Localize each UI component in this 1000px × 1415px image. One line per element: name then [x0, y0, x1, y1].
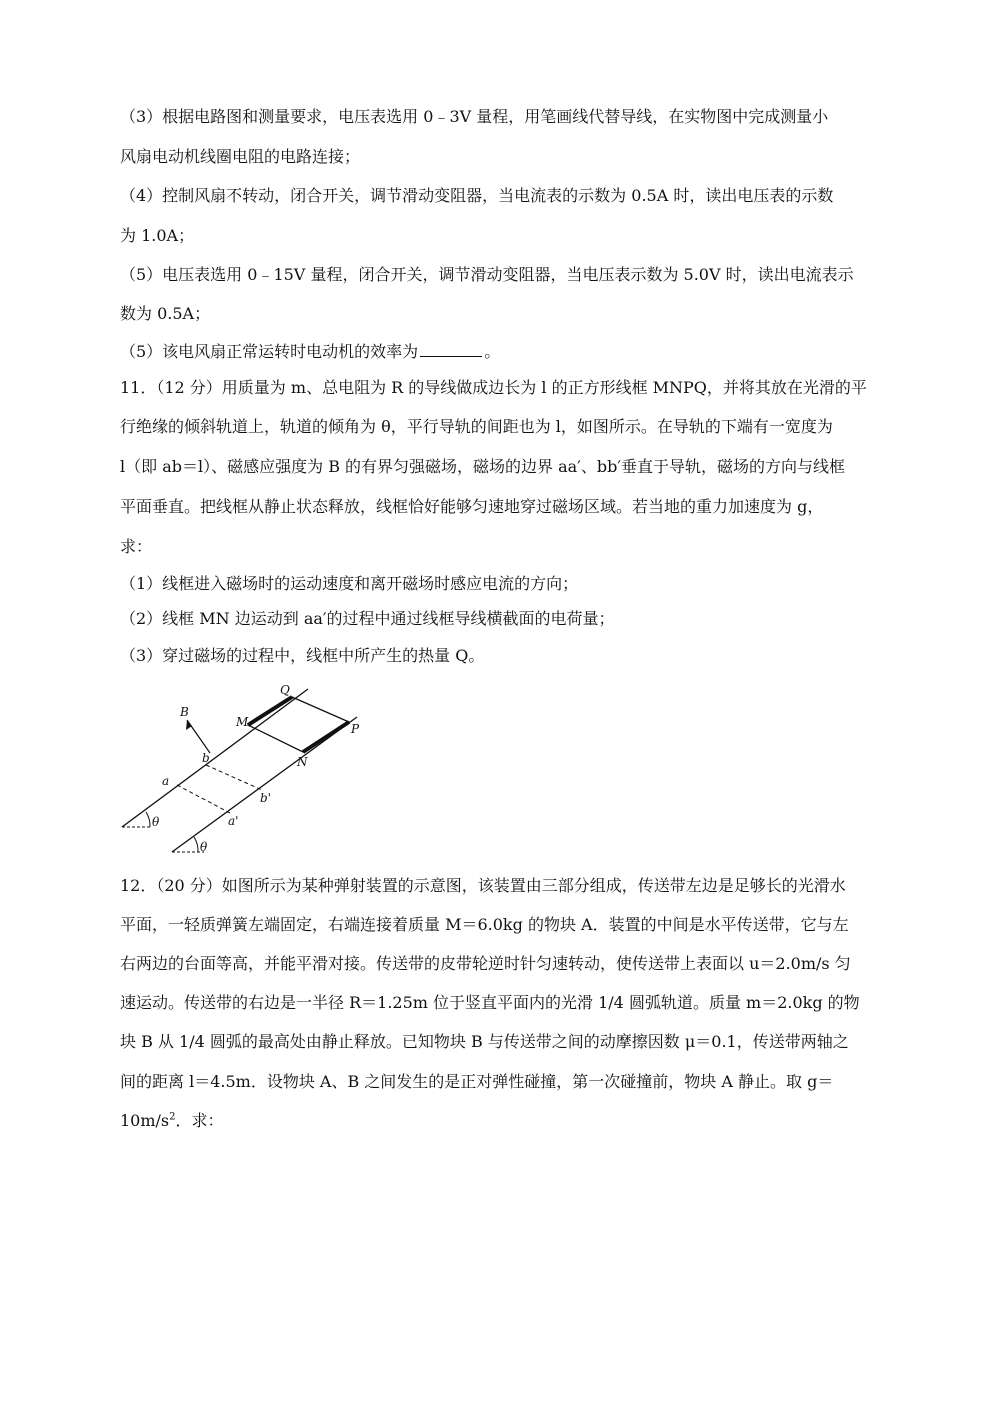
boundary-aa — [177, 785, 230, 813]
q11-sub-2: （2）线框 MN 边运动到 aa′的过程中通过线框导线横截面的电荷量； — [120, 609, 615, 628]
item-4-line-1: （4）控制风扇不转动，闭合开关，调节滑动变阻器，当电流表的示数为 0.5A 时，读出电压表的示数 — [120, 186, 834, 205]
item-3-line-2: 风扇电动机线圈电阻的电路连接； — [120, 147, 361, 166]
item-6-end: 。 — [484, 342, 501, 361]
q12-exponent: 2 — [169, 1111, 176, 1123]
q12-gravity-value: 10m/s — [120, 1111, 170, 1130]
label-q: Q — [280, 683, 290, 697]
frame-mnpq — [248, 697, 349, 752]
label-b-prime: b' — [260, 791, 271, 805]
angle-arc-2 — [194, 837, 198, 852]
item-5-line-2: 数为 0.5A； — [120, 304, 211, 323]
label-b-field: B — [180, 705, 189, 719]
q12-ask: ．求： — [175, 1111, 224, 1130]
label-p: P — [351, 722, 360, 736]
q12-line-7 — [120, 1110, 224, 1132]
q11-sub-1: （1）线框进入磁场时的运动速度和离开磁场时感应电流的方向； — [120, 574, 579, 593]
q11-line-1: 11．（12 分）用质量为 m、总电阻为 R 的导线做成边长为 l 的正方形线框 MNPQ，并将其放在光滑的平 — [120, 378, 867, 397]
b-arrow-head — [186, 720, 192, 730]
boundary-bb — [206, 765, 262, 790]
q11-line-4: 平面垂直。把线框从静止状态释放，线框恰好能够匀速地穿过磁场区域。若当地的重力加速度为 g， — [120, 497, 824, 516]
angle-arc-1 — [146, 812, 150, 827]
item-4-line-2: 为 1.0A； — [120, 226, 195, 245]
label-theta-1: θ — [152, 815, 160, 829]
label-a: a — [162, 774, 170, 788]
frame-side-np — [303, 722, 349, 752]
inclined-rails-figure — [110, 680, 380, 860]
q11-line-3: l（即 ab＝l）、磁感应强度为 B 的有界匀强磁场，磁场的边界 aa′、bb′垂直于导轨，磁场的方向与线框 — [120, 457, 845, 476]
label-m: M — [236, 715, 249, 729]
q12-line-1: 12．（20 分）如图所示为某种弹射装置的示意图，该装置由三部分组成，传送带左边是足够长的光滑水 — [120, 876, 846, 895]
q12-line-5: 块 B 从 1/4 圆弧的最高处由静止释放。已知物块 B 与传送带之间的动摩擦因数 μ＝0.1，传送带两轴之 — [120, 1032, 849, 1051]
item-5-line-1: （5）电压表选用 0﹣15V 量程，闭合开关，调节滑动变阻器，当电压表示数为 5.0V 时，读出电流表示 — [120, 265, 854, 284]
item-6-line — [120, 340, 500, 363]
q11-line-2: 行绝缘的倾斜轨道上，轨道的倾角为 θ，平行导轨的间距也为 l，如图所示。在导轨的下端有一宽度为 — [120, 417, 833, 436]
answer-blank — [420, 340, 482, 357]
q12-line-3: 右两边的台面等高，并能平滑对接。传送带的皮带轮逆时针匀速转动，使传送带上表面以 u＝2.0m/s 匀 — [120, 954, 851, 973]
item-6-text: （5）该电风扇正常运转时电动机的效率为 — [120, 342, 419, 361]
q11-line-5: 求： — [120, 537, 153, 556]
label-b: b — [202, 751, 210, 765]
rail-left — [122, 689, 308, 827]
q12-line-4: 速运动。传送带的右边是一半径 R＝1.25m 位于竖直平面内的光滑 1/4 圆弧轨道。质量 m＝2.0kg 的物 — [120, 993, 860, 1012]
item-3-line-1: （3）根据电路图和测量要求，电压表选用 0﹣3V 量程，用笔画线代替导线，在实物图中完成测量小 — [120, 107, 829, 126]
frame-side-mq — [248, 697, 292, 725]
q11-sub-3: （3）穿过磁场的过程中，线框中所产生的热量 Q。 — [120, 646, 485, 665]
label-n: N — [297, 755, 308, 769]
q12-line-6: 间的距离 l＝4.5m．设物块 A、B 之间发生的是正对弹性碰撞，第一次碰撞前，物块 A 静止。取 g＝ — [120, 1072, 834, 1091]
q12-line-2: 平面，一轻质弹簧左端固定，右端连接着质量 M＝6.0kg 的物块 A．装置的中间是水平传送带，它与左 — [120, 915, 849, 934]
label-a-prime: a' — [228, 814, 239, 828]
label-theta-2: θ — [200, 840, 208, 854]
